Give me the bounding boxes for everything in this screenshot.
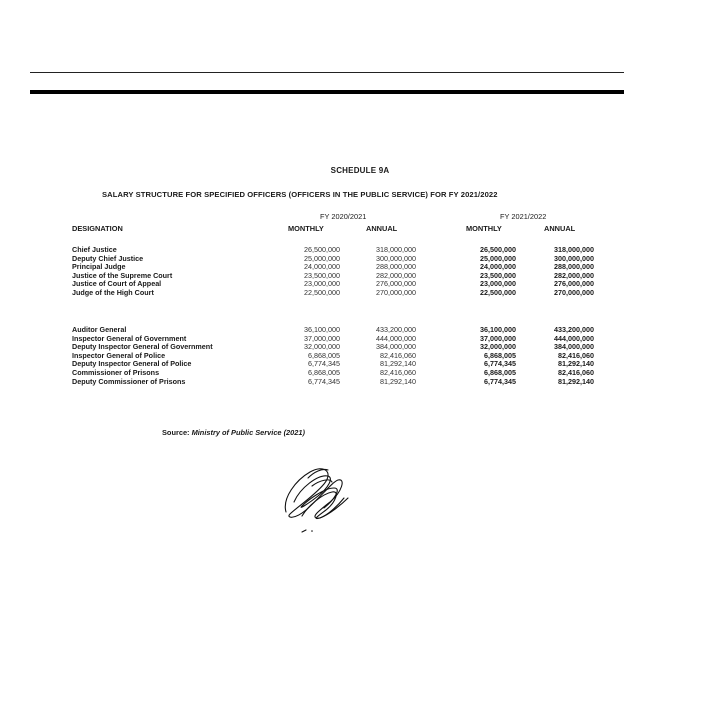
monthly-2020-cell: 22,500,000 bbox=[304, 288, 340, 297]
annual-2020-cell: 300,000,000 bbox=[376, 253, 416, 263]
annual-2020-cell: 81,292,140 bbox=[380, 376, 416, 386]
monthly-2021-cell: 36,100,000 bbox=[480, 325, 516, 334]
annual-2021-cell: 81,292,140 bbox=[558, 376, 594, 386]
monthly-2020-cell: 6,774,345 bbox=[308, 359, 340, 369]
annual-2020-cell: 82,416,060 bbox=[380, 350, 416, 360]
designation-header: DESIGNATION bbox=[72, 224, 123, 233]
annual-2021-cell: 444,000,000 bbox=[554, 333, 594, 343]
annual-2021-cell: 300,000,000 bbox=[554, 253, 594, 263]
document-subtitle: SALARY STRUCTURE FOR SPECIFIED OFFICERS (OFFICERS IN THE PUBLIC SERVICE) FOR FY 2021/2022 bbox=[102, 190, 498, 199]
annual-2020-header: ANNUAL bbox=[366, 224, 398, 233]
source-label: Source: bbox=[162, 428, 190, 437]
monthly-2020-cell: 36,100,000 bbox=[304, 325, 340, 334]
monthly-2021-cell: 26,500,000 bbox=[480, 245, 516, 254]
annual-2021-cell: 282,000,000 bbox=[554, 270, 594, 280]
monthly-2021-cell: 6,868,005 bbox=[484, 350, 516, 360]
monthly-2020-cell: 6,868,005 bbox=[308, 368, 340, 377]
designation-cell: Justice of Court of Appeal bbox=[72, 279, 162, 289]
annual-2021-cell: 318,000,000 bbox=[554, 245, 594, 254]
annual-2021-cell: 82,416,060 bbox=[558, 350, 594, 360]
monthly-2020-cell: 6,868,005 bbox=[308, 350, 340, 360]
top-rule-thin bbox=[30, 72, 624, 73]
annual-2020-cell: 384,000,000 bbox=[376, 342, 416, 352]
annual-2020-cell: 444,000,000 bbox=[376, 333, 416, 343]
designation-cell: Chief Justice bbox=[72, 245, 117, 254]
monthly-2020-cell: 23,500,000 bbox=[304, 270, 340, 280]
monthly-2021-cell: 23,500,000 bbox=[480, 270, 516, 280]
annual-2021-header: ANNUAL bbox=[544, 224, 576, 233]
monthly-2021-header: MONTHLY bbox=[466, 224, 502, 233]
monthly-2021-cell: 6,774,345 bbox=[484, 359, 516, 369]
monthly-2021-cell: 6,774,345 bbox=[484, 376, 516, 386]
annual-2020-cell: 288,000,000 bbox=[376, 262, 416, 272]
annual-2021-cell: 384,000,000 bbox=[554, 342, 594, 352]
monthly-2020-cell: 23,000,000 bbox=[304, 279, 340, 289]
annual-2021-cell: 433,200,000 bbox=[554, 325, 594, 334]
designation-cell: Deputy Chief Justice bbox=[72, 253, 144, 263]
monthly-2021-cell: 37,000,000 bbox=[480, 333, 516, 343]
annual-2020-cell: 433,200,000 bbox=[376, 325, 416, 334]
annual-2020-cell: 81,292,140 bbox=[380, 359, 416, 369]
monthly-2021-cell: 32,000,000 bbox=[480, 342, 516, 352]
annual-2021-cell: 270,000,000 bbox=[554, 288, 594, 297]
fy-2020-header: FY 2020/2021 bbox=[320, 212, 367, 221]
monthly-2020-cell: 24,000,000 bbox=[304, 262, 340, 272]
designation-cell: Judge of the High Court bbox=[72, 288, 154, 297]
annual-2021-cell: 81,292,140 bbox=[558, 359, 594, 369]
source-note bbox=[162, 428, 305, 437]
designation-cell: Deputy Inspector General of Government bbox=[72, 342, 213, 352]
designation-cell: Inspector General of Government bbox=[72, 333, 187, 343]
annual-2020-cell: 282,000,000 bbox=[376, 270, 416, 280]
annual-2021-cell: 276,000,000 bbox=[554, 279, 594, 289]
monthly-2021-cell: 25,000,000 bbox=[480, 253, 516, 263]
monthly-2021-cell: 24,000,000 bbox=[480, 262, 516, 272]
monthly-2020-cell: 32,000,000 bbox=[304, 342, 340, 352]
annual-2020-cell: 318,000,000 bbox=[376, 245, 416, 254]
fy-2021-header: FY 2021/2022 bbox=[500, 212, 547, 221]
annual-2020-cell: 82,416,060 bbox=[380, 368, 416, 377]
top-rule-thick bbox=[30, 90, 624, 94]
annual-2020-cell: 276,000,000 bbox=[376, 279, 416, 289]
annual-2021-cell: 288,000,000 bbox=[554, 262, 594, 272]
source-text: Ministry of Public Service (2021) bbox=[191, 428, 305, 437]
designation-cell: Principal Judge bbox=[72, 262, 126, 272]
monthly-2021-cell: 23,000,000 bbox=[480, 279, 516, 289]
annual-2020-cell: 270,000,000 bbox=[376, 288, 416, 297]
designation-cell: Commissioner of Prisons bbox=[72, 368, 160, 377]
designation-cell: Justice of the Supreme Court bbox=[72, 270, 173, 280]
designation-cell: Deputy Inspector General of Police bbox=[72, 359, 192, 369]
monthly-2021-cell: 22,500,000 bbox=[480, 288, 516, 297]
table-row bbox=[0, 377, 720, 386]
annual-2021-cell: 82,416,060 bbox=[558, 368, 594, 377]
monthly-2021-cell: 6,868,005 bbox=[484, 368, 516, 377]
monthly-2020-cell: 6,774,345 bbox=[308, 376, 340, 386]
designation-cell: Deputy Commissioner of Prisons bbox=[72, 376, 186, 386]
signature-icon bbox=[272, 458, 356, 534]
monthly-2020-cell: 37,000,000 bbox=[304, 333, 340, 343]
table-row bbox=[0, 288, 720, 297]
monthly-2020-cell: 25,000,000 bbox=[304, 253, 340, 263]
monthly-2020-cell: 26,500,000 bbox=[304, 245, 340, 254]
schedule-label: SCHEDULE 9A bbox=[330, 166, 390, 175]
monthly-2020-header: MONTHLY bbox=[288, 224, 324, 233]
designation-cell: Auditor General bbox=[72, 325, 127, 334]
designation-cell: Inspector General of Police bbox=[72, 350, 166, 360]
